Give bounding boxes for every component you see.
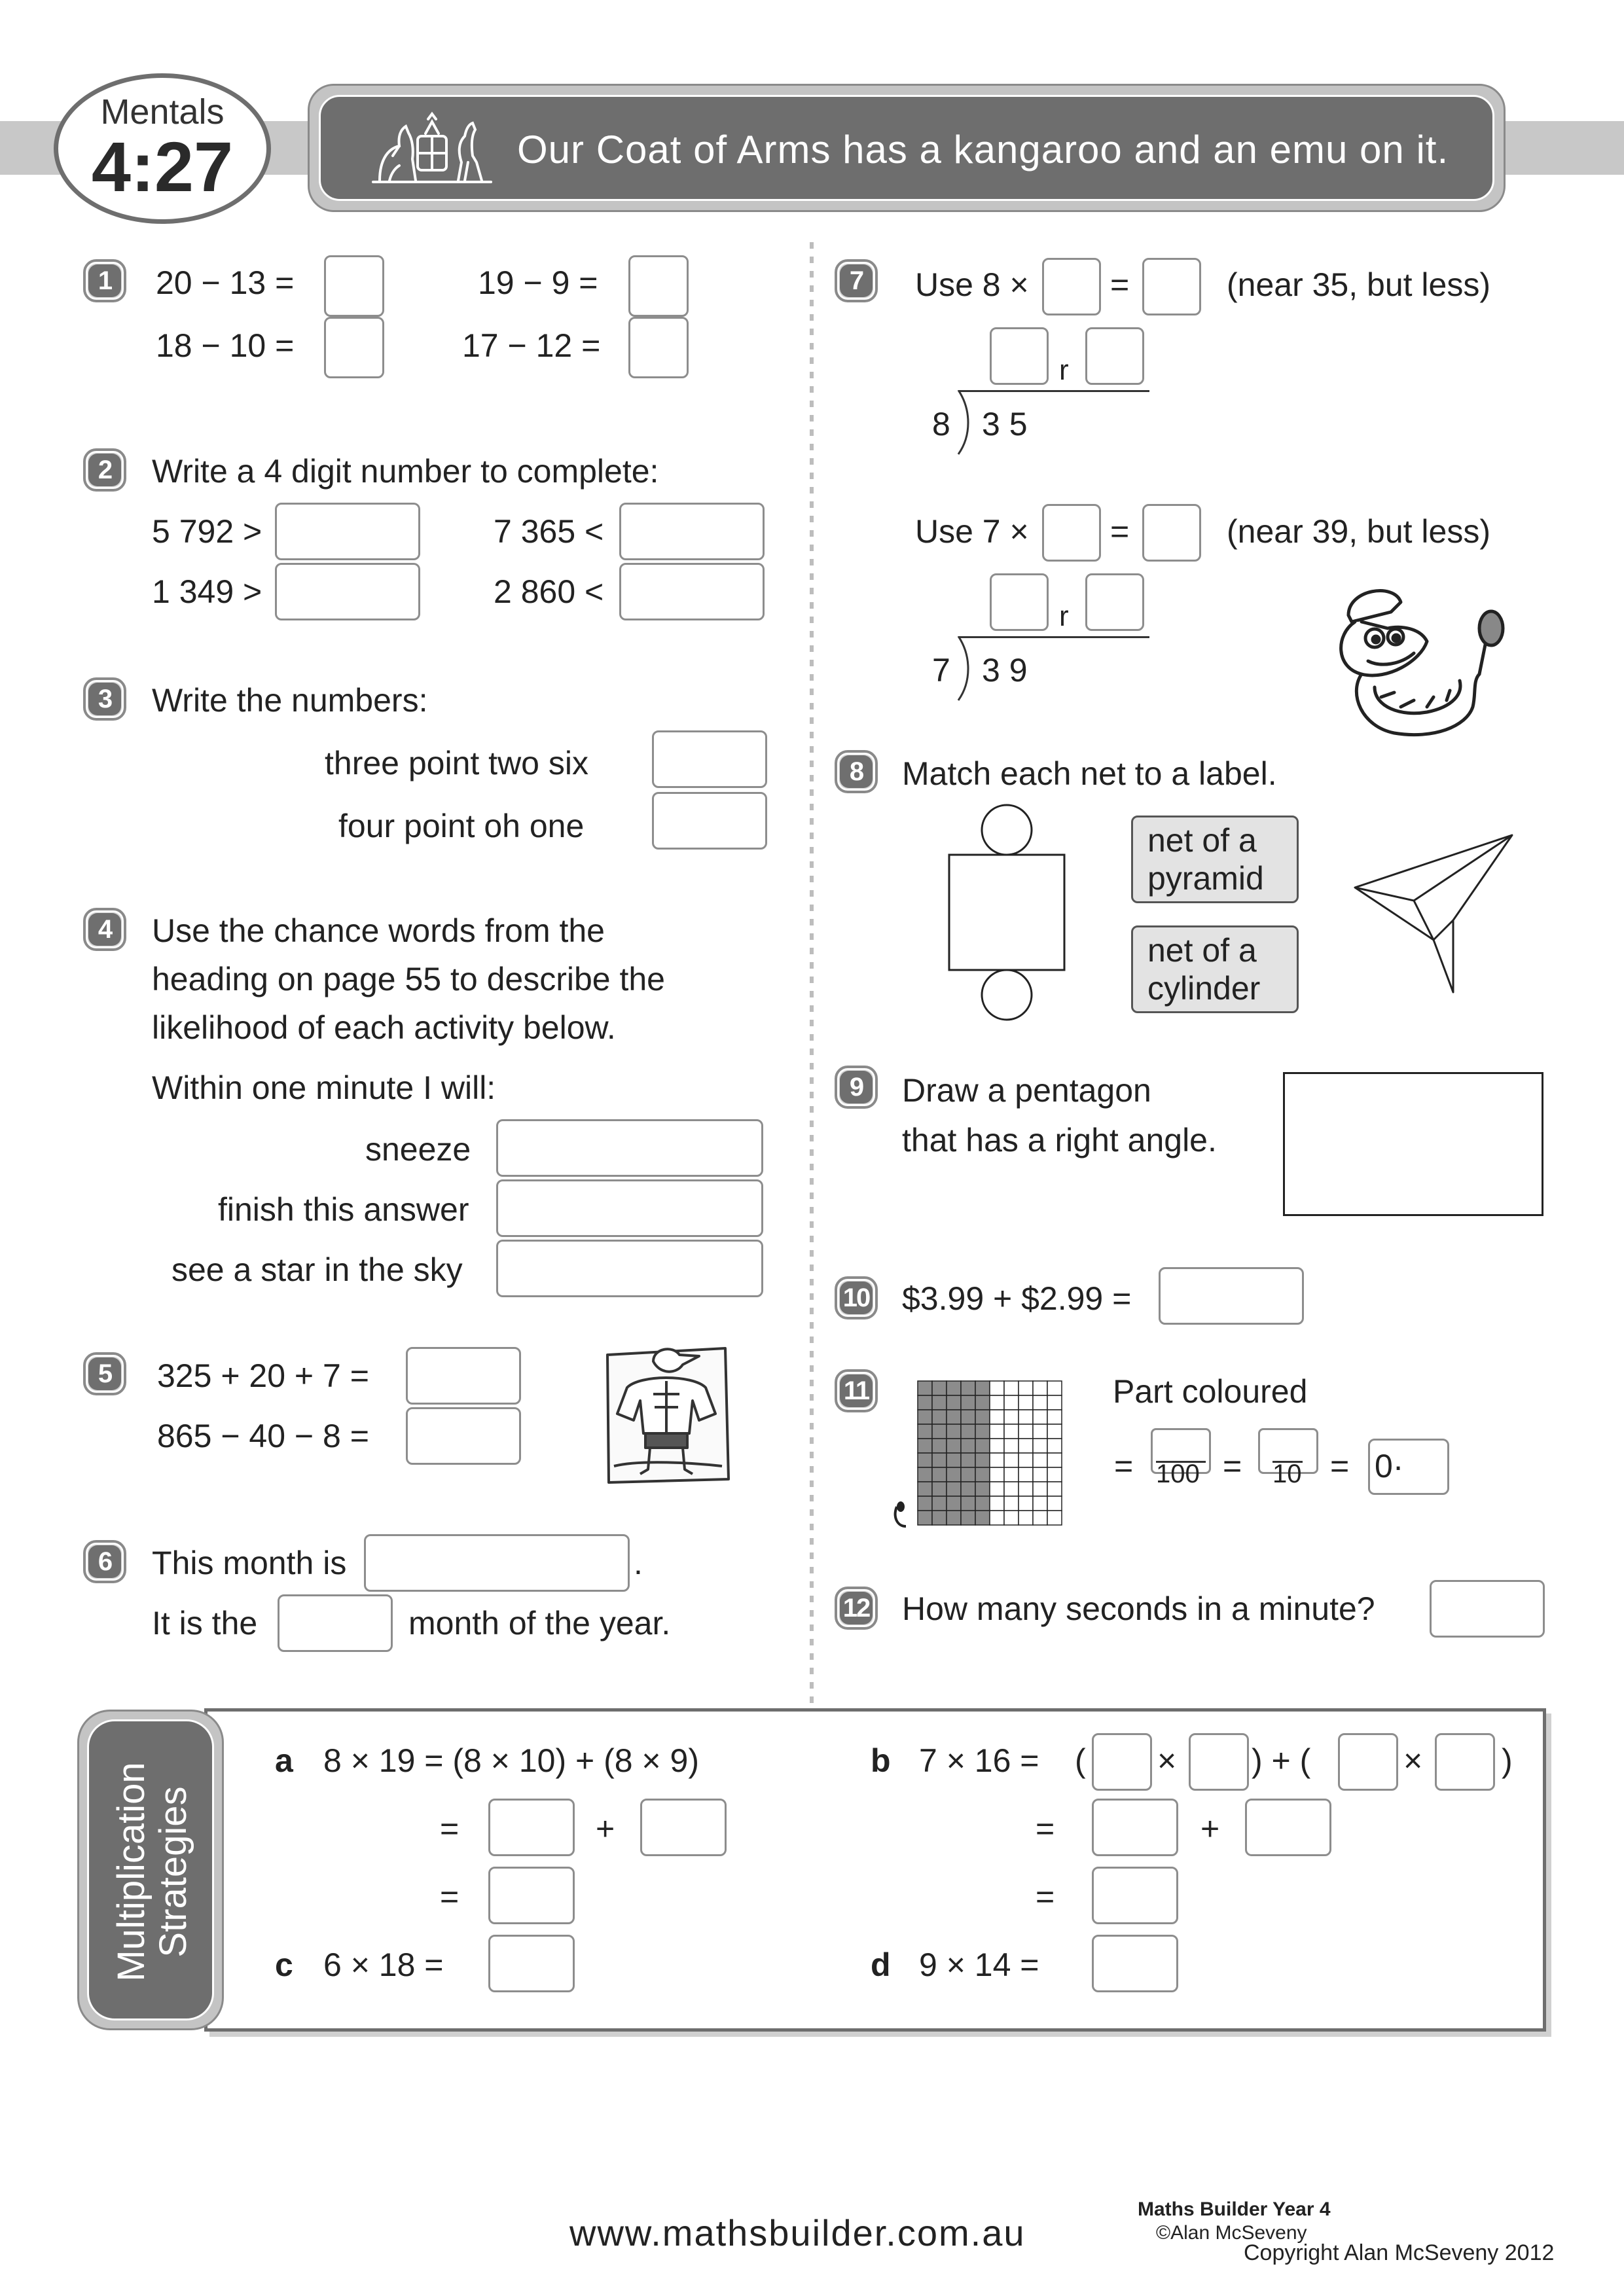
grid-cell <box>1004 1381 1019 1395</box>
q2-expr-d: 2 860 < <box>494 573 604 610</box>
q5-answer-b[interactable] <box>406 1407 521 1465</box>
q3-item-a: three point two six <box>325 745 588 781</box>
q1-answer-b[interactable] <box>628 255 689 317</box>
strategy-b-close-2: ) <box>1502 1742 1513 1779</box>
question-number-12: 12 <box>835 1587 878 1630</box>
grid-cell <box>1033 1395 1047 1410</box>
q1-expr-b: 19 − 9 = <box>478 264 598 301</box>
strategy-b-box-4[interactable] <box>1435 1733 1495 1791</box>
question-number-4: 4 <box>83 908 126 951</box>
grid-cell <box>975 1395 990 1410</box>
grid-cell <box>1019 1496 1033 1511</box>
grid-cell <box>932 1424 947 1439</box>
grid-cell <box>1033 1511 1047 1525</box>
q1-expr-c: 18 − 10 = <box>156 327 295 364</box>
grid-cell <box>990 1467 1004 1482</box>
strategy-b-times-2: × <box>1403 1742 1423 1779</box>
hundred-grid <box>892 1376 1068 1530</box>
strategy-b-box-2[interactable] <box>1189 1733 1249 1791</box>
grid-cell <box>961 1439 975 1453</box>
grid-cell <box>975 1482 990 1496</box>
grid-cell <box>947 1511 961 1525</box>
pyramid-net-shape <box>1348 829 1525 1000</box>
grid-cell <box>975 1511 990 1525</box>
strategy-d-letter: d <box>871 1946 891 1983</box>
footer-copyright: Copyright Alan McSeveny 2012 <box>1244 2240 1555 2265</box>
q6-text-b: It is the <box>152 1605 258 1641</box>
grid-cell <box>975 1424 990 1439</box>
q4-item-b: finish this answer <box>218 1191 469 1228</box>
snake-mascot-illustration <box>1322 576 1538 772</box>
question-number-8: 8 <box>835 750 878 793</box>
q2-expr-b: 7 365 < <box>494 513 604 550</box>
mentals-badge <box>54 73 271 224</box>
strategies-tab-label: Multiplication Strategies <box>110 1762 194 1982</box>
grid-cell <box>961 1453 975 1467</box>
q6-month-input[interactable] <box>364 1534 630 1592</box>
grid-cell <box>1033 1453 1047 1467</box>
question-number-1: 1 <box>83 259 126 302</box>
grid-cell <box>932 1395 947 1410</box>
q1-expr-d: 17 − 12 = <box>462 327 601 364</box>
grid-cell <box>975 1410 990 1424</box>
grid-cell <box>947 1410 961 1424</box>
q4-answer-c[interactable] <box>496 1240 763 1297</box>
grid-cell <box>1047 1453 1062 1467</box>
strategy-c-letter: c <box>275 1946 293 1983</box>
grid-cell <box>961 1467 975 1482</box>
q11-eq-2: = <box>1223 1448 1242 1484</box>
grid-cell <box>1019 1381 1033 1395</box>
grid-cell <box>1004 1395 1019 1410</box>
grid-cell <box>1004 1511 1019 1525</box>
q5-expr-a: 325 + 20 + 7 = <box>157 1357 369 1394</box>
grid-cell <box>961 1496 975 1511</box>
grid-cell <box>932 1410 947 1424</box>
strategy-b-expr: 7 × 16 = <box>919 1742 1039 1779</box>
header-banner-inner <box>319 95 1494 201</box>
strategy-d-box[interactable] <box>1092 1935 1178 1992</box>
q11-decimal-prefix: 0· <box>1375 1448 1404 1484</box>
q2-answer-a[interactable] <box>275 503 420 560</box>
grid-cell <box>918 1453 932 1467</box>
grid-cell <box>990 1453 1004 1467</box>
q1-answer-d[interactable] <box>628 317 689 378</box>
grid-cell <box>1019 1482 1033 1496</box>
q1-answer-c[interactable] <box>324 317 384 378</box>
question-number-5: 5 <box>83 1352 126 1395</box>
grid-cell <box>990 1395 1004 1410</box>
strategies-tab <box>77 1710 224 2030</box>
badge-title: Mentals <box>100 92 225 132</box>
strategy-b-box-3[interactable] <box>1338 1733 1398 1791</box>
grid-cell <box>1047 1410 1062 1424</box>
strategy-a-box-2[interactable] <box>640 1799 727 1856</box>
strategy-a-box-1[interactable] <box>488 1799 575 1856</box>
q12-question: How many seconds in a minute? <box>902 1590 1375 1627</box>
q6-text-a: This month is <box>152 1545 347 1581</box>
q11-denominator-10: 10 <box>1272 1460 1302 1488</box>
q4-line3: likelihood of each activity below. <box>152 1009 616 1046</box>
grid-cell <box>1047 1511 1062 1525</box>
grid-cell <box>961 1482 975 1496</box>
q3-item-b: four point oh one <box>338 808 585 844</box>
grid-cell <box>1004 1453 1019 1467</box>
q7-multiplier-8[interactable] <box>1042 258 1101 315</box>
strategy-a-expr: 8 × 19 = (8 × 10) + (8 × 9) <box>323 1742 699 1779</box>
footer-author: ©Alan McSeveny <box>1156 2222 1307 2244</box>
grid-cell <box>1033 1482 1047 1496</box>
grid-cell <box>932 1453 947 1467</box>
q4-item-c: see a star in the sky <box>171 1251 463 1288</box>
grid-cell <box>1033 1467 1047 1482</box>
grid-cell <box>932 1482 947 1496</box>
question-number-10: 10 <box>835 1276 878 1319</box>
q11-denominator-100: 100 <box>1156 1460 1200 1488</box>
grid-cell <box>932 1496 947 1511</box>
grid-cell <box>1019 1511 1033 1525</box>
q7-dividend-8: 3 5 <box>982 406 1028 442</box>
grid-cell <box>947 1439 961 1453</box>
grid-cell <box>1033 1410 1047 1424</box>
strategy-b-plus: + <box>1200 1810 1220 1847</box>
q7-hint-8: (near 35, but less) <box>1227 266 1490 303</box>
grid-cell <box>1004 1424 1019 1439</box>
q4-item-a: sneeze <box>365 1131 471 1168</box>
q7-quotient-7[interactable] <box>990 573 1049 631</box>
q1-answer-a[interactable] <box>324 255 384 317</box>
q7-multiplier-7[interactable] <box>1042 504 1101 562</box>
grid-cell <box>1004 1496 1019 1511</box>
q3-prompt: Write the numbers: <box>152 682 428 719</box>
header-banner <box>308 84 1506 212</box>
grid-cell <box>1047 1424 1062 1439</box>
grid-cell <box>990 1496 1004 1511</box>
q9-line1: Draw a pentagon <box>902 1072 1151 1109</box>
grid-cell <box>947 1482 961 1496</box>
strategy-b-box-7[interactable] <box>1092 1867 1178 1924</box>
label-net-of-pyramid-text: net of a pyramid <box>1147 822 1264 897</box>
grid-cell <box>918 1381 932 1395</box>
grid-cell <box>1047 1381 1062 1395</box>
label-net-of-pyramid[interactable] <box>1131 816 1299 903</box>
grid-cell <box>947 1496 961 1511</box>
q3-answer-a[interactable] <box>652 730 767 788</box>
q4-line2: heading on page 55 to describe the <box>152 961 665 997</box>
grid-cell <box>947 1395 961 1410</box>
q7-divisor-7: 7 <box>932 652 950 689</box>
strategy-b-box-5[interactable] <box>1092 1799 1178 1856</box>
q6-text-c: month of the year. <box>408 1605 671 1641</box>
grid-cell <box>947 1453 961 1467</box>
grid-cell <box>1019 1410 1033 1424</box>
label-net-of-cylinder-text: net of a cylinder <box>1147 932 1261 1007</box>
strategy-a-plus: + <box>596 1810 615 1847</box>
q1-expr-a: 20 − 13 = <box>156 264 295 301</box>
cylinder-net-shape <box>943 804 1074 1026</box>
grid-cell <box>1004 1439 1019 1453</box>
q7-use7: Use 7 × <box>915 513 1029 550</box>
q10-answer[interactable] <box>1159 1267 1304 1325</box>
q7-quotient-8[interactable] <box>990 327 1049 385</box>
q5-answer-a[interactable] <box>406 1347 521 1405</box>
grid-cell <box>961 1511 975 1525</box>
footer-url[interactable]: www.mathsbuilder.com.au <box>569 2212 1026 2253</box>
strategy-b-letter: b <box>871 1742 891 1779</box>
grid-cell <box>1047 1467 1062 1482</box>
q7-product-7[interactable] <box>1142 504 1201 562</box>
grid-cell <box>1019 1439 1033 1453</box>
q6-dot: . <box>634 1545 643 1581</box>
q4-line1: Use the chance words from the <box>152 912 605 949</box>
grid-cell <box>990 1439 1004 1453</box>
question-number-7: 7 <box>835 259 878 302</box>
grid-cell <box>1004 1467 1019 1482</box>
q4-line4: Within one minute I will: <box>152 1069 496 1106</box>
footer-book-title: Maths Builder Year 4 <box>1138 2198 1331 2220</box>
grid-cell <box>947 1381 961 1395</box>
grid-cell <box>932 1381 947 1395</box>
strategy-c-expr: 6 × 18 = <box>323 1946 444 1983</box>
question-number-2: 2 <box>83 448 126 492</box>
grid-cell <box>975 1496 990 1511</box>
grid-cell <box>932 1511 947 1525</box>
question-number-6: 6 <box>83 1540 126 1583</box>
grid-cell <box>918 1410 932 1424</box>
q9-line2: that has a right angle. <box>902 1122 1217 1158</box>
q4-answer-a[interactable] <box>496 1119 763 1177</box>
question-number-3: 3 <box>83 677 126 721</box>
grid-cell <box>961 1381 975 1395</box>
q7-r-8: r <box>1059 354 1069 386</box>
grid-cell <box>961 1395 975 1410</box>
grid-cell <box>918 1511 932 1525</box>
grid-cell <box>961 1410 975 1424</box>
q7-division-bar-8 <box>958 390 1149 392</box>
q7-hint-7: (near 39, but less) <box>1227 513 1490 550</box>
q7-divisor-8: 8 <box>932 406 950 442</box>
column-divider <box>810 242 814 1708</box>
grid-cell <box>1033 1439 1047 1453</box>
grid-cell <box>990 1410 1004 1424</box>
q7-division-bracket-7 <box>953 636 973 702</box>
grid-cell <box>975 1439 990 1453</box>
q2-prompt: Write a 4 digit number to complete: <box>152 453 659 490</box>
coat-of-arms-icon <box>360 110 504 188</box>
q2-answer-d[interactable] <box>619 563 765 620</box>
q7-dividend-7: 3 9 <box>982 652 1028 689</box>
strategy-b-eq-1: = <box>1036 1810 1055 1847</box>
grid-cell <box>975 1381 990 1395</box>
strategy-c-box[interactable] <box>488 1935 575 1992</box>
q10-expr: $3.99 + $2.99 = <box>902 1280 1132 1317</box>
strategy-a-box-3[interactable] <box>488 1867 575 1924</box>
q12-answer[interactable] <box>1430 1580 1545 1638</box>
q3-answer-b[interactable] <box>652 792 767 850</box>
q5-expr-b: 865 − 40 − 8 = <box>157 1418 369 1454</box>
question-number-9: 9 <box>835 1066 878 1109</box>
q7-product-8[interactable] <box>1142 258 1201 315</box>
q11-prompt: Part coloured <box>1113 1373 1308 1410</box>
grid-cell <box>1019 1395 1033 1410</box>
grid-cell <box>1033 1496 1047 1511</box>
question-number-11: 11 <box>835 1369 878 1412</box>
strategy-b-box-1[interactable] <box>1092 1733 1152 1791</box>
q7-division-bracket-8 <box>953 390 973 456</box>
grid-cell <box>1033 1381 1047 1395</box>
grid-cell <box>1019 1453 1033 1467</box>
strategy-b-open-1: ( <box>1075 1742 1086 1779</box>
q7-remainder-8[interactable] <box>1085 327 1144 385</box>
grid-cell <box>1047 1482 1062 1496</box>
q9-drawing-area[interactable] <box>1283 1072 1543 1216</box>
q8-prompt: Match each net to a label. <box>902 755 1277 792</box>
grid-cell <box>1004 1410 1019 1424</box>
strategies-tab-inner <box>87 1719 214 2020</box>
grid-cell <box>961 1424 975 1439</box>
q11-eq-3: = <box>1330 1448 1350 1484</box>
grid-cell <box>947 1467 961 1482</box>
grid-cell <box>1019 1424 1033 1439</box>
label-net-of-cylinder[interactable] <box>1131 925 1299 1013</box>
q11-eq-1: = <box>1114 1448 1134 1484</box>
grid-cell <box>1033 1424 1047 1439</box>
q2-answer-b[interactable] <box>619 503 765 560</box>
q7-eq-7: = <box>1110 513 1130 550</box>
strategy-d-expr: 9 × 14 = <box>919 1946 1039 1983</box>
grid-cell <box>990 1381 1004 1395</box>
strategy-a-letter: a <box>275 1742 293 1779</box>
q6-ordinal-input[interactable] <box>278 1594 393 1652</box>
grid-cell <box>1004 1482 1019 1496</box>
q7-r-7: r <box>1059 600 1069 632</box>
grid-cell <box>975 1467 990 1482</box>
grid-cell <box>947 1424 961 1439</box>
grid-cell <box>990 1511 1004 1525</box>
strategy-a-eq-2: = <box>440 1878 460 1915</box>
grid-cell <box>975 1453 990 1467</box>
grid-cell <box>918 1482 932 1496</box>
grid-cell <box>1047 1395 1062 1410</box>
grid-cell <box>990 1424 1004 1439</box>
q7-division-bar-7 <box>958 636 1149 638</box>
q7-eq-8: = <box>1110 266 1130 303</box>
q2-expr-a: 5 792 > <box>152 513 262 550</box>
q7-use8: Use 8 × <box>915 266 1029 303</box>
grid-cell <box>1047 1496 1062 1511</box>
grid-cell <box>918 1496 932 1511</box>
grid-cell <box>932 1467 947 1482</box>
q4-answer-b[interactable] <box>496 1179 763 1237</box>
strategy-b-eq-2: = <box>1036 1878 1055 1915</box>
grid-cell <box>1047 1439 1062 1453</box>
bodybuilder-duck-illustration <box>601 1335 732 1486</box>
q2-answer-c[interactable] <box>275 563 420 620</box>
header-banner-text: Our Coat of Arms has a kangaroo and an emu on it. <box>517 128 1449 171</box>
grid-cell <box>918 1424 932 1439</box>
grid-cell <box>918 1439 932 1453</box>
grid-cell <box>918 1467 932 1482</box>
strategy-a-eq-1: = <box>440 1810 460 1847</box>
strategy-b-box-6[interactable] <box>1245 1799 1331 1856</box>
q2-expr-c: 1 349 > <box>152 573 262 610</box>
grid-cell <box>918 1395 932 1410</box>
grid-cell <box>990 1482 1004 1496</box>
q7-remainder-7[interactable] <box>1085 573 1144 631</box>
strategy-b-close-plus-open: ) + ( <box>1252 1742 1311 1779</box>
grid-cell <box>1019 1467 1033 1482</box>
grid-cell <box>932 1439 947 1453</box>
strategy-b-times-1: × <box>1157 1742 1177 1779</box>
badge-code: 4:27 <box>91 127 234 206</box>
